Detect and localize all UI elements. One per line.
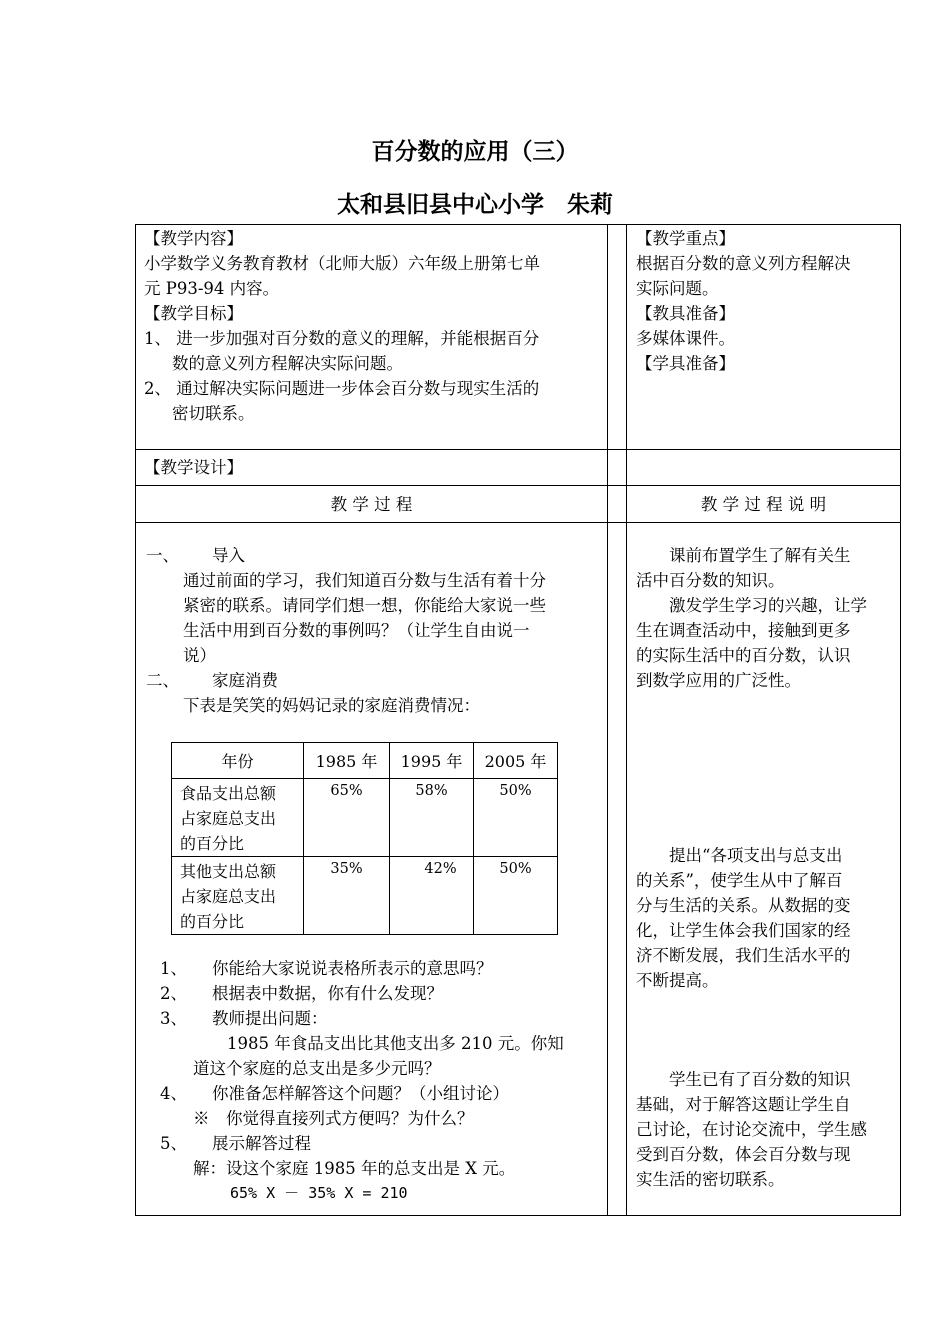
column-divider bbox=[607, 224, 608, 1216]
text-line: 根据百分数的意义列方程解决 bbox=[636, 254, 851, 273]
equation: 65% X － 35% X = 210 bbox=[230, 1184, 408, 1202]
note-line: 基础，对于解答这题让学生自 bbox=[636, 1095, 851, 1114]
page-title: 百分数的应用（三） bbox=[371, 138, 579, 165]
question-number: 2、 bbox=[160, 984, 187, 1003]
question-number: 5、 bbox=[160, 1134, 187, 1153]
note-line: 不断提高。 bbox=[636, 971, 719, 990]
note-line: 济不断发展，我们生活水平的 bbox=[636, 946, 851, 965]
column-header-process: 教 学 过 程 bbox=[330, 495, 413, 514]
question-text: 展示解答过程 bbox=[212, 1134, 311, 1153]
column-header-notes: 教 学 过 程 说 明 bbox=[700, 495, 827, 514]
row-label: 食品支出总额 占家庭总支出 的百分比 bbox=[172, 779, 304, 857]
design-label: 【教学设计】 bbox=[144, 458, 243, 477]
column-divider bbox=[626, 224, 627, 1216]
question-number: 4、 bbox=[160, 1084, 187, 1103]
question-text: 根据表中数据，你有什么发现？ bbox=[212, 984, 443, 1003]
header-cell: 1985 年 bbox=[304, 743, 390, 779]
question-number: 1、 bbox=[160, 959, 187, 978]
note-line: 到数学应用的广泛性。 bbox=[636, 671, 801, 690]
table-cell: 50% bbox=[474, 857, 558, 935]
question-text: 你能给大家说说表格所表示的意思吗？ bbox=[212, 959, 493, 978]
table-cell: 35% bbox=[304, 857, 390, 935]
text-line: 紧密的联系。请同学们想一想，你能给大家说一些 bbox=[183, 596, 546, 615]
section-title: 家庭消费 bbox=[212, 671, 278, 690]
question-number: 3、 bbox=[160, 1009, 187, 1028]
text-line: 1、 进一步加强对百分数的意义的理解，并能根据百分 bbox=[144, 329, 540, 348]
text-line: 1985 年食品支出比其他支出多 210 元。你知 bbox=[227, 1034, 564, 1053]
note-line: 提出“各项支出与总支出 bbox=[636, 846, 843, 865]
text-line: 说） bbox=[183, 646, 216, 665]
table-header-row bbox=[172, 743, 558, 779]
note-line: 己讨论，在讨论交流中，学生感 bbox=[636, 1120, 867, 1139]
note-line: 生在调查活动中，接触到更多 bbox=[636, 621, 851, 640]
sub-question: ※ 你觉得直接列式方便吗？为什么？ bbox=[193, 1109, 474, 1128]
text-line: 通过前面的学习，我们知道百分数与生活有着十分 bbox=[183, 571, 546, 590]
text-line: 下表是笑笑的妈妈记录的家庭消费情况： bbox=[183, 696, 480, 715]
text-line: 元 P93-94 内容。 bbox=[144, 279, 280, 298]
text-line: 实际问题。 bbox=[636, 279, 719, 298]
row-label: 其他支出总额 占家庭总支出 的百分比 bbox=[172, 857, 304, 935]
header-cell: 1995 年 bbox=[390, 743, 474, 779]
text-line: 2、 通过解决实际问题进一步体会百分数与现实生活的 bbox=[144, 379, 540, 398]
header-cell: 2005 年 bbox=[474, 743, 558, 779]
note-line: 分与生活的关系。从数据的变 bbox=[636, 896, 851, 915]
row-divider bbox=[135, 522, 901, 523]
text-line: 多媒体课件。 bbox=[636, 329, 735, 348]
section-number: 一、 bbox=[146, 546, 179, 565]
note-line: 实生活的密切联系。 bbox=[636, 1170, 785, 1189]
note-line: 化，让学生体会我们国家的经 bbox=[636, 921, 851, 940]
section-number: 二、 bbox=[146, 671, 179, 690]
table-cell: 50% bbox=[474, 779, 558, 857]
table-cell: 58% bbox=[390, 779, 474, 857]
table-cell: 65% bbox=[304, 779, 390, 857]
table-row bbox=[172, 779, 558, 857]
table-cell: 42% bbox=[390, 857, 474, 935]
page-subtitle: 太和县旧县中心小学 朱莉 bbox=[337, 191, 613, 218]
note-line: 学生已有了百分数的知识 bbox=[636, 1070, 851, 1089]
section-heading: 【教学内容】 bbox=[144, 229, 243, 248]
question-text: 你准备怎样解答这个问题？（小组讨论） bbox=[212, 1084, 509, 1103]
note-line: 的关系”，使学生从中了解百 bbox=[636, 871, 843, 890]
section-heading: 【教具准备】 bbox=[636, 304, 735, 323]
consumption-table bbox=[171, 742, 558, 935]
note-line: 活中百分数的知识。 bbox=[636, 571, 785, 590]
text-line: 小学数学义务教育教材（北师大版）六年级上册第七单 bbox=[144, 254, 540, 273]
section-heading: 【教学目标】 bbox=[144, 304, 243, 323]
section-heading: 【学具准备】 bbox=[636, 354, 735, 373]
table-row bbox=[172, 857, 558, 935]
row-divider bbox=[135, 449, 901, 450]
note-line: 的实际生活中的百分数，认识 bbox=[636, 646, 851, 665]
question-text: 教师提出问题： bbox=[212, 1009, 328, 1028]
text-line: 生活中用到百分数的事例吗？（让学生自由说一 bbox=[183, 621, 530, 640]
section-heading: 【教学重点】 bbox=[636, 229, 735, 248]
note-line: 受到百分数，体会百分数与现 bbox=[636, 1145, 851, 1164]
text-line: 数的意义列方程解决实际问题。 bbox=[172, 354, 403, 373]
row-divider bbox=[135, 485, 901, 486]
section-title: 导入 bbox=[212, 546, 245, 565]
note-line: 激发学生学习的兴趣，让学 bbox=[636, 596, 867, 615]
header-cell: 年份 bbox=[172, 743, 304, 779]
note-line: 课前布置学生了解有关生 bbox=[636, 546, 851, 565]
text-line: 道这个家庭的总支出是多少元吗？ bbox=[193, 1059, 441, 1078]
solution-line: 解：设这个家庭 1985 年的总支出是 X 元。 bbox=[193, 1159, 516, 1178]
text-line: 密切联系。 bbox=[172, 404, 255, 423]
